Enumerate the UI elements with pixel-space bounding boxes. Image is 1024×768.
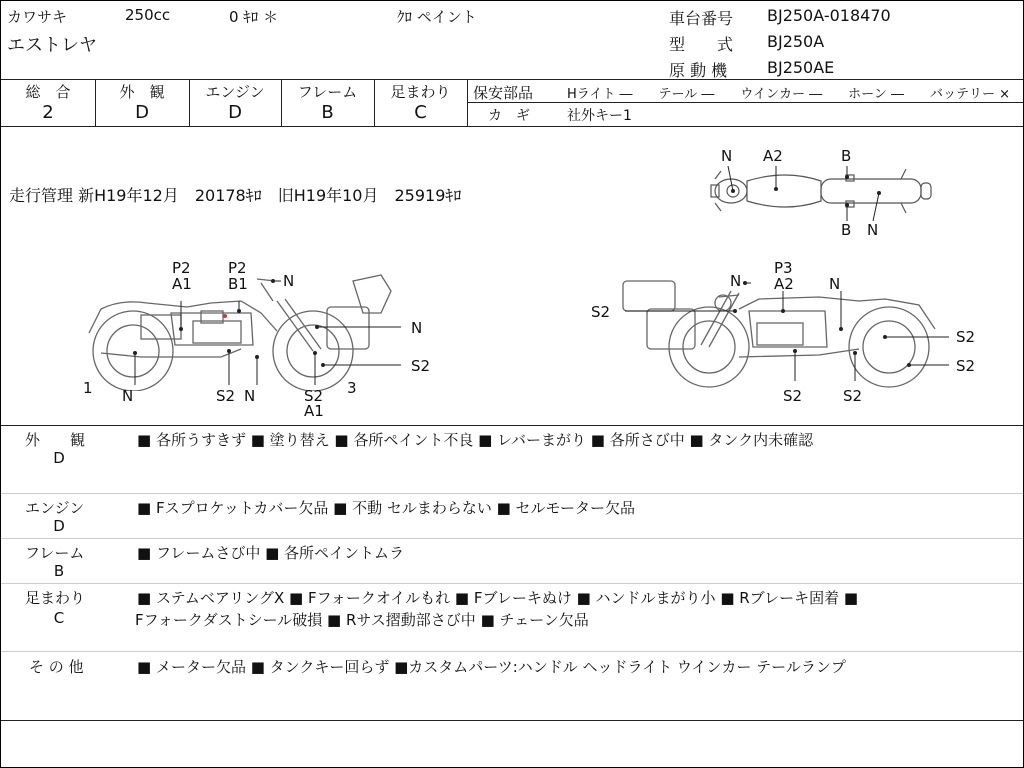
grade-suspension-label: 足まわり: [390, 83, 451, 101]
right-s2-b2: S2: [843, 387, 863, 405]
remark-exterior-text: ■ 各所うすきず ■ 塗り替え ■ 各所ペイント不良 ■ レバーまがり ■ 各所さび中 ■ タンク内未確認: [137, 431, 814, 449]
right-a2: A2: [774, 275, 794, 293]
top-n2: N: [867, 221, 879, 239]
grade-overall-value: 2: [42, 102, 54, 123]
divider: [1, 538, 1023, 539]
grade-engine-value: D: [228, 102, 242, 123]
grade-exterior-value: D: [135, 102, 149, 123]
safety-label: 保安部品: [473, 84, 534, 102]
grade-suspension-value: C: [414, 102, 427, 123]
left-a1a: A1: [172, 275, 192, 293]
left-p2a: P2: [172, 259, 191, 277]
left-n-mirror: N: [283, 272, 295, 290]
chassis-label: 車台番号: [669, 9, 734, 28]
top-a2: A2: [763, 147, 783, 165]
engine-label: 原 動 機: [669, 61, 728, 80]
remark-suspension-text-2: Fフォークダストシール破損 ■ Rサス摺動部さび中 ■ チェーン欠品: [135, 611, 589, 629]
grade-overall-label: 総 合: [25, 83, 71, 101]
right-n-tank: N: [829, 275, 841, 293]
color: ｸﾛ ペイント: [397, 8, 477, 26]
grade-frame-value: B: [321, 102, 334, 123]
key-label: カ ギ: [488, 108, 530, 124]
top-callout-lines: [701, 161, 941, 221]
remark-suspension-text-1: ■ ステムベアリングX ■ Fフォークオイルもれ ■ Fブレーキぬけ ■ ハンドルまがり小 ■ Rブレーキ固着 ■: [137, 589, 859, 607]
top-b-bottom: B: [841, 221, 852, 239]
engine-value: BJ250AE: [767, 58, 835, 77]
type-value: BJ250A: [767, 32, 825, 51]
grade-exterior-label: 外 観: [119, 83, 165, 101]
grade-engine-label: エンジン: [205, 83, 265, 101]
remark-frame-grade: B: [53, 562, 65, 580]
chassis-value: BJ250A-018470: [767, 6, 891, 25]
left-n-bottom2: N: [244, 387, 256, 405]
right-s2-r2: S2: [956, 357, 976, 375]
left-s2-fork: S2: [304, 387, 324, 405]
remark-suspension-grade: C: [53, 609, 65, 627]
left-s2-right: S2: [411, 357, 431, 375]
remark-exterior-title: 外 観: [25, 431, 86, 449]
right-n-mirror: N: [730, 272, 742, 290]
divider: [467, 102, 1023, 103]
left-n-bottom: N: [122, 387, 134, 405]
top-n1: N: [721, 147, 733, 165]
key-value: 社外キー1: [567, 108, 632, 124]
divider: [1, 720, 1023, 721]
left-n-bag: N: [411, 319, 423, 337]
left-three: 3: [347, 379, 357, 397]
right-s2-b1: S2: [783, 387, 803, 405]
right-s2-r1: S2: [956, 328, 976, 346]
maker: カワサキ: [7, 8, 68, 26]
right-s2-bag: S2: [591, 303, 611, 321]
remark-engine-grade: D: [53, 517, 65, 535]
divider: [1, 79, 1023, 80]
grade-frame-label: フレーム: [297, 83, 358, 101]
remark-other-title: そ の 他: [29, 658, 84, 676]
divider: [1, 651, 1023, 652]
divider: [1, 425, 1023, 426]
divider: [1, 126, 1023, 127]
model-name: エストレヤ: [7, 35, 97, 56]
type-label: 型 式: [669, 35, 734, 54]
top-b-top: B: [841, 147, 852, 165]
mileage-prefix: 0 ｷﾛ ＊: [229, 8, 279, 26]
remark-exterior-grade: D: [53, 449, 65, 467]
left-a1-fork: A1: [304, 402, 324, 420]
right-p3: P3: [774, 259, 793, 277]
remark-suspension-title: 足まわり: [25, 589, 86, 607]
mileage-history: 走行管理 新H19年12月 20178ｷﾛ 旧H19年10月 25919ｷﾛ: [9, 186, 462, 205]
left-p2b: P2: [228, 259, 247, 277]
remark-engine-text: ■ Fスプロケットカバー欠品 ■ 不動 セルまわらない ■ セルモーター欠品: [137, 499, 635, 517]
divider: [1, 583, 1023, 584]
remark-frame-title: フレーム: [25, 544, 85, 562]
remark-frame-text: ■ フレームさび中 ■ 各所ペイントムラ: [137, 544, 405, 562]
remark-engine-title: エンジン: [25, 499, 85, 517]
safety-items: Hライト ― テール ― ウインカー ― ホーン ― バッテリー ×: [567, 87, 1011, 102]
divider: [1, 493, 1023, 494]
displacement: 250cc: [125, 6, 171, 24]
left-one: 1: [83, 379, 93, 397]
left-b1: B1: [228, 275, 248, 293]
left-s2-bottom: S2: [216, 387, 236, 405]
remark-other-text: ■ メーター欠品 ■ タンクキー回らず ■カスタムパーツ:ハンドル ヘッドライト ウインカー テールランプ: [137, 658, 846, 676]
